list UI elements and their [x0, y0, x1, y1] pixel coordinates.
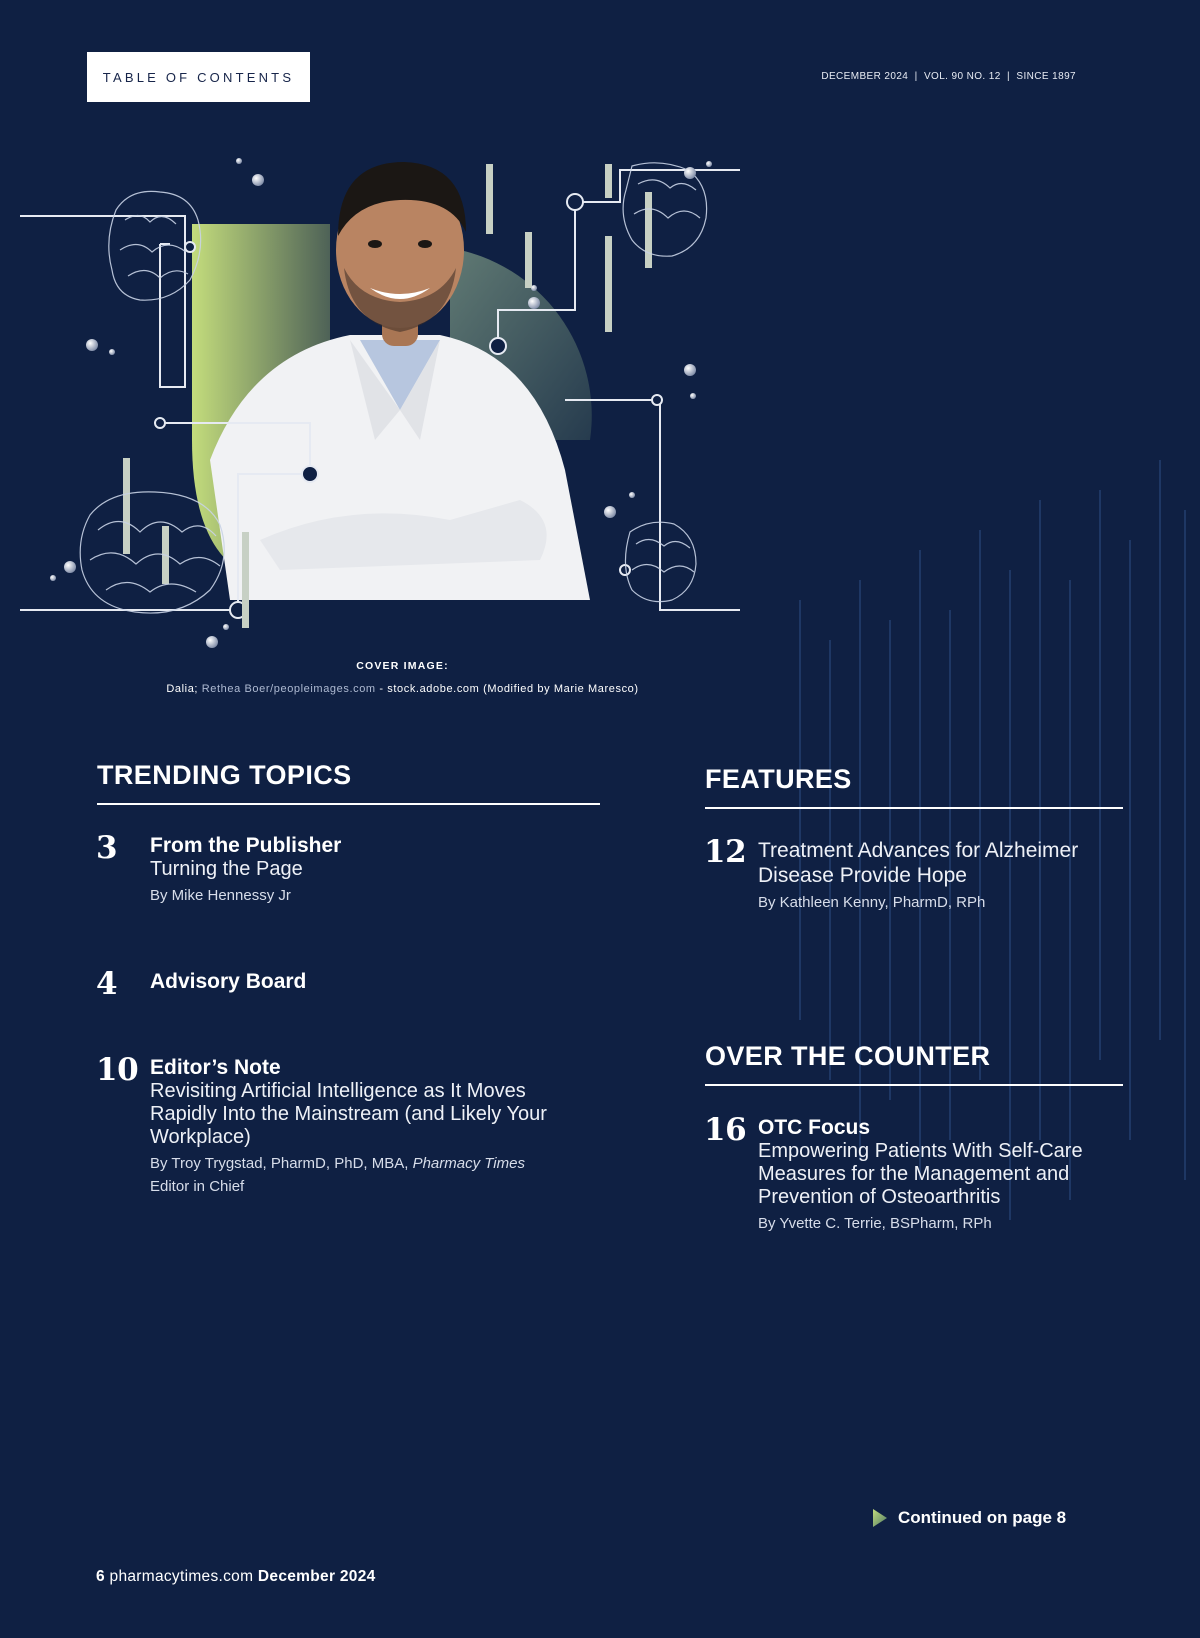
- entry-byline: By Kathleen Kenny, PharmD, RPh: [758, 894, 986, 911]
- page-footer: [96, 1568, 376, 1586]
- trending-topics-heading: TRENDING TOPICS: [97, 760, 600, 805]
- byline-text: By Troy Trygstad, PharmD, PhD, MBA,: [150, 1155, 413, 1172]
- footer-page-number: 6: [96, 1568, 105, 1585]
- entry-heading: Advisory Board: [150, 970, 307, 993]
- features-heading: FEATURES: [705, 764, 1123, 809]
- continued-text: Continued on page 8: [898, 1508, 1067, 1527]
- play-arrow-icon: [873, 1509, 887, 1527]
- page-number: 10: [96, 1052, 139, 1088]
- cover-illustration: [20, 140, 750, 650]
- publication-name: Pharmacy Times: [412, 1155, 525, 1172]
- entry-heading: Editor’s Note: [150, 1056, 281, 1079]
- entry-title: Empowering Patients With Self-Care Measures for the Management and Prevention of Osteoarthritis: [758, 1140, 1083, 1208]
- entry-byline: By Yvette C. Terrie, BSPharm, RPh: [758, 1215, 992, 1232]
- page-number: 12: [704, 834, 747, 870]
- table-of-contents-label: TABLE OF CONTENTS: [87, 52, 310, 102]
- byline-role: Editor in Chief: [150, 1178, 245, 1195]
- cover-caption-title: COVER IMAGE:: [356, 660, 449, 672]
- credit-photographer: Rethea Boer/peopleimages.com: [201, 683, 376, 695]
- page-number: 4: [96, 966, 118, 1002]
- over-the-counter-heading: OVER THE COUNTER: [705, 1041, 1123, 1086]
- entry-title: Treatment Advances for Alzheimer Disease Provide Hope: [758, 839, 1079, 887]
- issue-info: DECEMBER 2024 | VOL. 90 NO. 12 | SINCE 1897: [821, 71, 1076, 82]
- page-number: 16: [704, 1112, 747, 1148]
- page-number: 3: [96, 830, 118, 866]
- footer-date: December 2024: [257, 1568, 376, 1585]
- footer-site: pharmacytimes.com: [109, 1568, 254, 1585]
- entry-title: Turning the Page: [150, 858, 303, 880]
- credit-suffix: - stock.adobe.com (Modified by Marie Maresco): [375, 683, 639, 695]
- entry-byline: [150, 1152, 560, 1198]
- credit-prefix: Dalia;: [166, 683, 202, 695]
- entry-heading: From the Publisher: [150, 834, 342, 857]
- entry-byline: By Mike Hennessy Jr: [150, 887, 291, 904]
- entry-heading: OTC Focus: [758, 1116, 871, 1139]
- entry-title: Revisiting Artificial Intelligence as It Moves Rapidly Into the Mainstream (and Likely Your Workplace): [150, 1080, 547, 1148]
- continued-link[interactable]: [873, 1508, 1066, 1528]
- cover-credit: [0, 683, 805, 695]
